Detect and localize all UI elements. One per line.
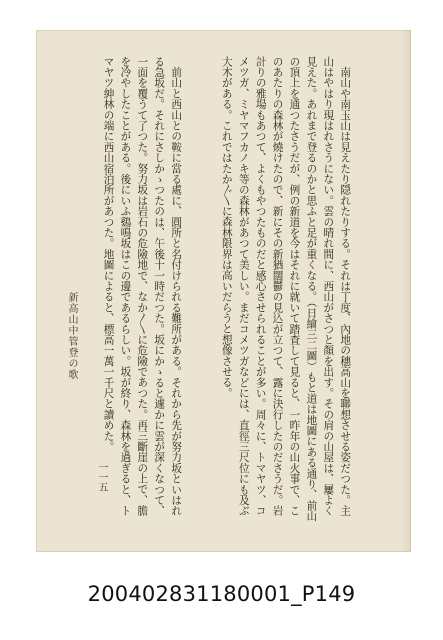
page-number: 一一五: [96, 462, 107, 492]
paragraph-1: 南山や南玉山は見えたり隠れたりする。それは丁度、內地の穗高山を聯想させる姿だつた。主山はやはり現はれさうにない。雲の晴れ間に、西山がさつと顏を出す。その肩の山屋は、屢よく見えた。あれまで登るのかと思ふと足が重くなる。（日繪三二圖）もと道は地圖にある通り、前山の頂上を通つたさうだが、例の新道を今はそれに就いて踏査して見ると、一昨年の山火事で、このあたりの森林が燒けたので、新にその新猶闊鬱の見込が立つて、露に決行したのださうだ。岩計りの雅場もあつて、よくもやつたものだと感心させられることが多い。周々に、トマヤツ、コメツガ、ミヤマフカノキ等の森林があつて美しい。まだコメツガなどには、直徑三尺位にも及ぶ大木がある。これではたか〴〵に森林限界は高いだらうと想像させる。: [220, 56, 352, 522]
chapter-label: 新高山中管登の歌: [66, 292, 77, 380]
scanned-page: [36, 30, 411, 552]
page-id-caption: 200402831180001_P149: [87, 582, 356, 606]
body-text: [66, 56, 387, 526]
page-edge-shadow: [401, 30, 411, 552]
paragraph-2: 前山と西山との鞍に當る處に、圓所と名付けられる難所がある。それから先が努力坂といはれる急坂だ。それにさしかゝつたのは、午後十一時だつた。坂にかゝると遽かに雲が深くなつて、一面を覆うて了つた。努力坂は岩石の危險地で、なか〳〵に危險であつた。再三斷崖の上で、膽を冷やしたことがある。後にいふ鷄鳴坂はこの邊であるらしい。坂が終り、森林を過ぎると、トマヤツ紳林の端に西山宿泊所があつた。地圖によると、標高一萬一千尺と讀めた。: [102, 56, 183, 517]
